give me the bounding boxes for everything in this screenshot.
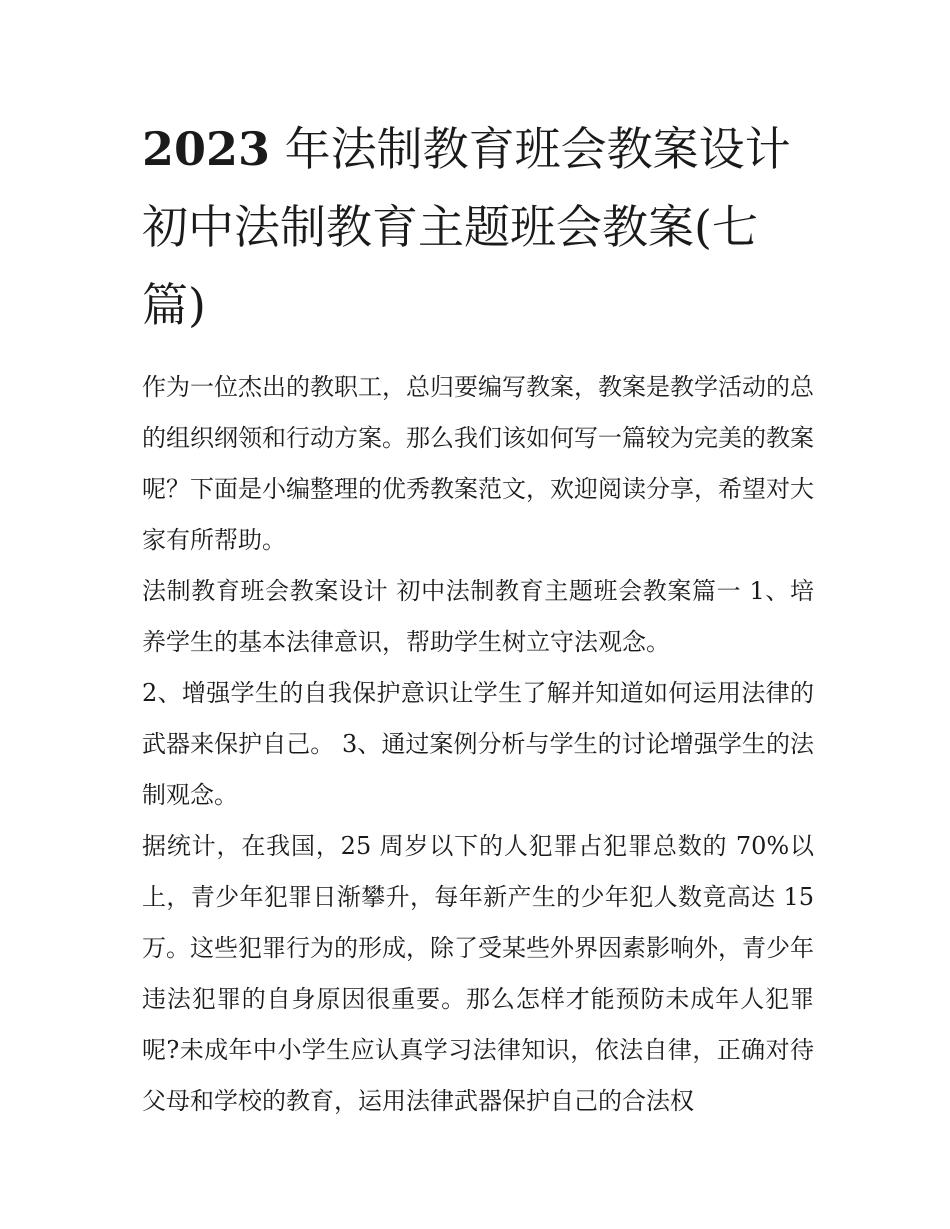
goals-paragraph: 2、增强学生的自我保护意识让学生了解并知道如何运用法律的武器来保护自己。 3、通过案例分析与学生的讨论增强学生的法制观念。: [142, 679, 814, 809]
intro-paragraph: 作为一位杰出的教职工，总归要编写教案，教案是教学活动的总的组织纲领和行动方案。那么我们该如何写一篇较为完美的教案呢？下面是小编整理的优秀教案范文，欢迎阅读分享，希望对大家有所帮助。: [142, 373, 814, 554]
statistics-paragraph: 据统计，在我国，25 周岁以下的人犯罪占犯罪总数的 70%以上，青少年犯罪日渐攀升，每年新产生的少年犯人数竟高达 15 万。这些犯罪行为的形成，除了受某些外界因素影响外，青少年违法犯罪的自身原因很重要。那么怎样才能预防未成年人犯罪呢?未成年中小学生应认真学习法律知识，依法自律，正确对待父母和学校的教育，运用法律武器保护自己的合法权: [142, 832, 814, 1115]
document-page: [142, 110, 814, 1127]
title-year: 2023: [142, 122, 271, 176]
lesson-heading-paragraph: 法制教育班会教案设计 初中法制教育主题班会教案篇一 1、培养学生的基本法律意识，帮助学生树立守法观念。: [142, 577, 814, 656]
title-text: 年法制教育班会教案设计 初中法制教育主题班会教案(七篇): [142, 122, 791, 332]
document-title: [142, 110, 814, 344]
